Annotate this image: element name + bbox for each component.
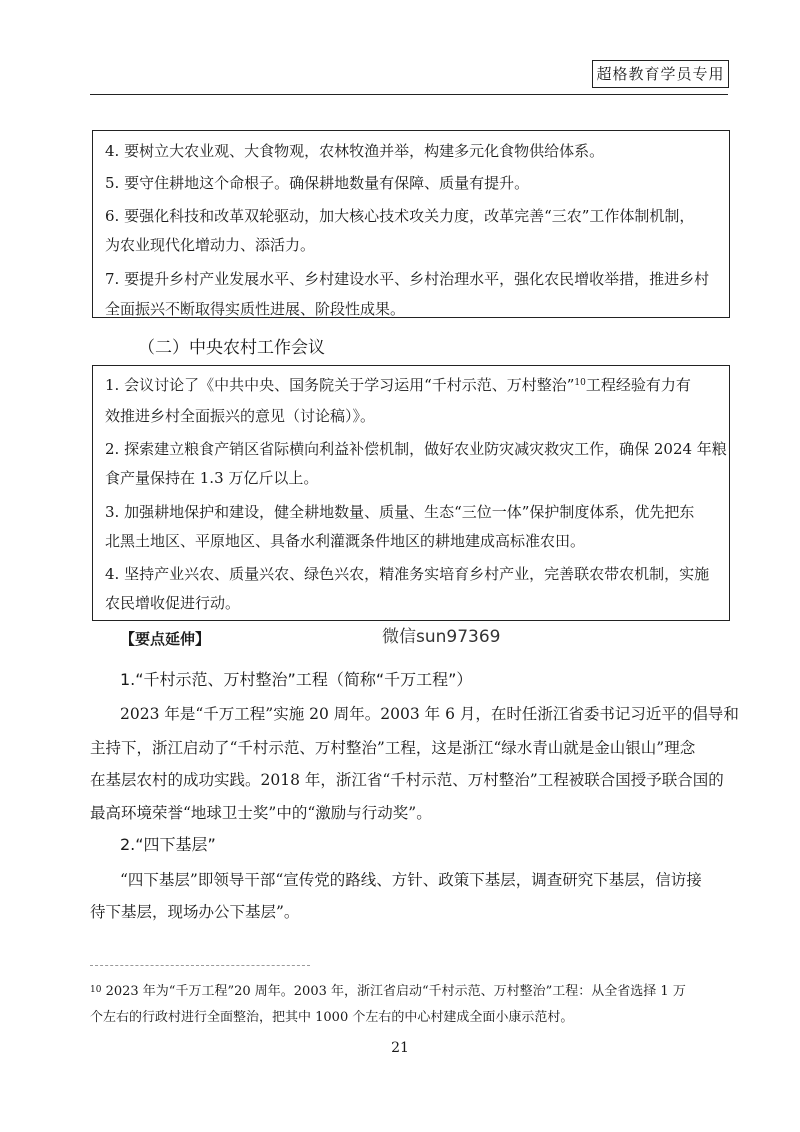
footnote-line-2: 个左右的行政村进行全面整治，把其中 1000 个左右的中心村建成全面小康示范村。 [90,1010,574,1025]
box2-line-3: 2. 探索建立粮食产销区省际横向利益补偿机制，做好农业防灾减灾救灾工作，确保 2024 年粮 [105,440,727,458]
footnote-marker: 10 [90,985,102,995]
highlights-label: 【要点延伸】 [120,630,211,648]
box2-line-6: 北黑土地区、平原地区、具备水利灌溉条件地区的耕地建成高标准农田。 [105,532,586,550]
footnote-line-1-text: 2023 年为“千万工程”20 周年。2003 年，浙江省启动“千村示范、万村整治”工程：从全省选择 1 万 [105,984,686,999]
box2-line-8: 农民增收促进行动。 [105,594,241,612]
footnote-ref: 10 [574,378,586,388]
box2-line-2: 效推进乡村全面振兴的意见（讨论稿）》。 [105,407,376,425]
watermark: 微信sun97369 [382,627,501,647]
header-label: 超格教育学员专用 [592,60,729,88]
box2-line-5: 3. 加强耕地保护和建设，健全耕地数量、质量、生态“三位一体”保护制度体系，优先把东 [105,503,695,521]
box1-line-5: 7. 要提升乡村产业发展水平、乡村建设水平、乡村治理水平，强化农民增收举措，推进乡村 [105,270,710,288]
box1-line-2: 5. 要守住耕地这个命根子。确保耕地数量有保障、质量有提升。 [105,174,530,192]
item1-line-3: 在基层农村的成功实践。2018 年，浙江省“千村示范、万村整治”工程被联合国授予联合国的 [90,771,724,789]
box2-line-7: 4. 坚持产业兴农、质量兴农、绿色兴农，精准务实培育乡村产业，完善联农带农机制，实施 [105,565,710,583]
item1-line-4: 最高环境荣誉“地球卫士奖”中的“激励与行动奖”。 [90,804,432,822]
item1-line-1: 2023 年是“千万工程”实施 20 周年。2003 年 6 月，在时任浙江省委书记习近平的倡导和 [120,705,739,723]
box2-line-1 [105,375,691,395]
page-number: 21 [391,1040,409,1056]
box1-line-1: 4. 要树立大农业观、大食物观，农林牧渔并举，构建多元化食物供给体系。 [105,142,605,160]
item2-heading: 2.“四下基层” [120,835,216,854]
policy-box-1 [92,130,730,318]
box1-line-6: 全面振兴不断取得实质性进展、阶段性成果。 [105,300,406,318]
box1-line-3: 6. 要强化科技和改革双轮驱动，加大核心技术攻关力度，改革完善“三农”工作体制机制， [105,207,695,225]
header-divider [90,94,728,95]
item1-heading: 1.“千村示范、万村整治”工程（简称“千万工程”） [120,670,473,689]
box1-line-4: 为农业现代化增动力、添活力。 [105,236,316,254]
policy-box-2 [92,365,730,621]
item1-line-2: 主持下，浙江启动了“千村示范、万村整治”工程，这是浙江“绿水青山就是金山银山”理念 [90,739,696,757]
footnote-line-1 [90,983,686,1001]
box2-line-1-tail: 工程经验有力有 [585,376,691,394]
section-heading: （二）中央农村工作会议 [138,338,325,358]
box2-line-4: 食产量保持在 1.3 万亿斤以上。 [105,469,319,487]
item2-line-1: “四下基层”即领导干部“宣传党的路线、方针、政策下基层，调查研究下基层，信访接 [120,871,702,889]
box2-line-1-text: 1. 会议讨论了《中共中央、国务院关于学习运用“千村示范、万村整治” [105,376,575,394]
footnote-divider [90,965,310,966]
item2-line-2: 待下基层，现场办公下基层”。 [90,903,300,921]
